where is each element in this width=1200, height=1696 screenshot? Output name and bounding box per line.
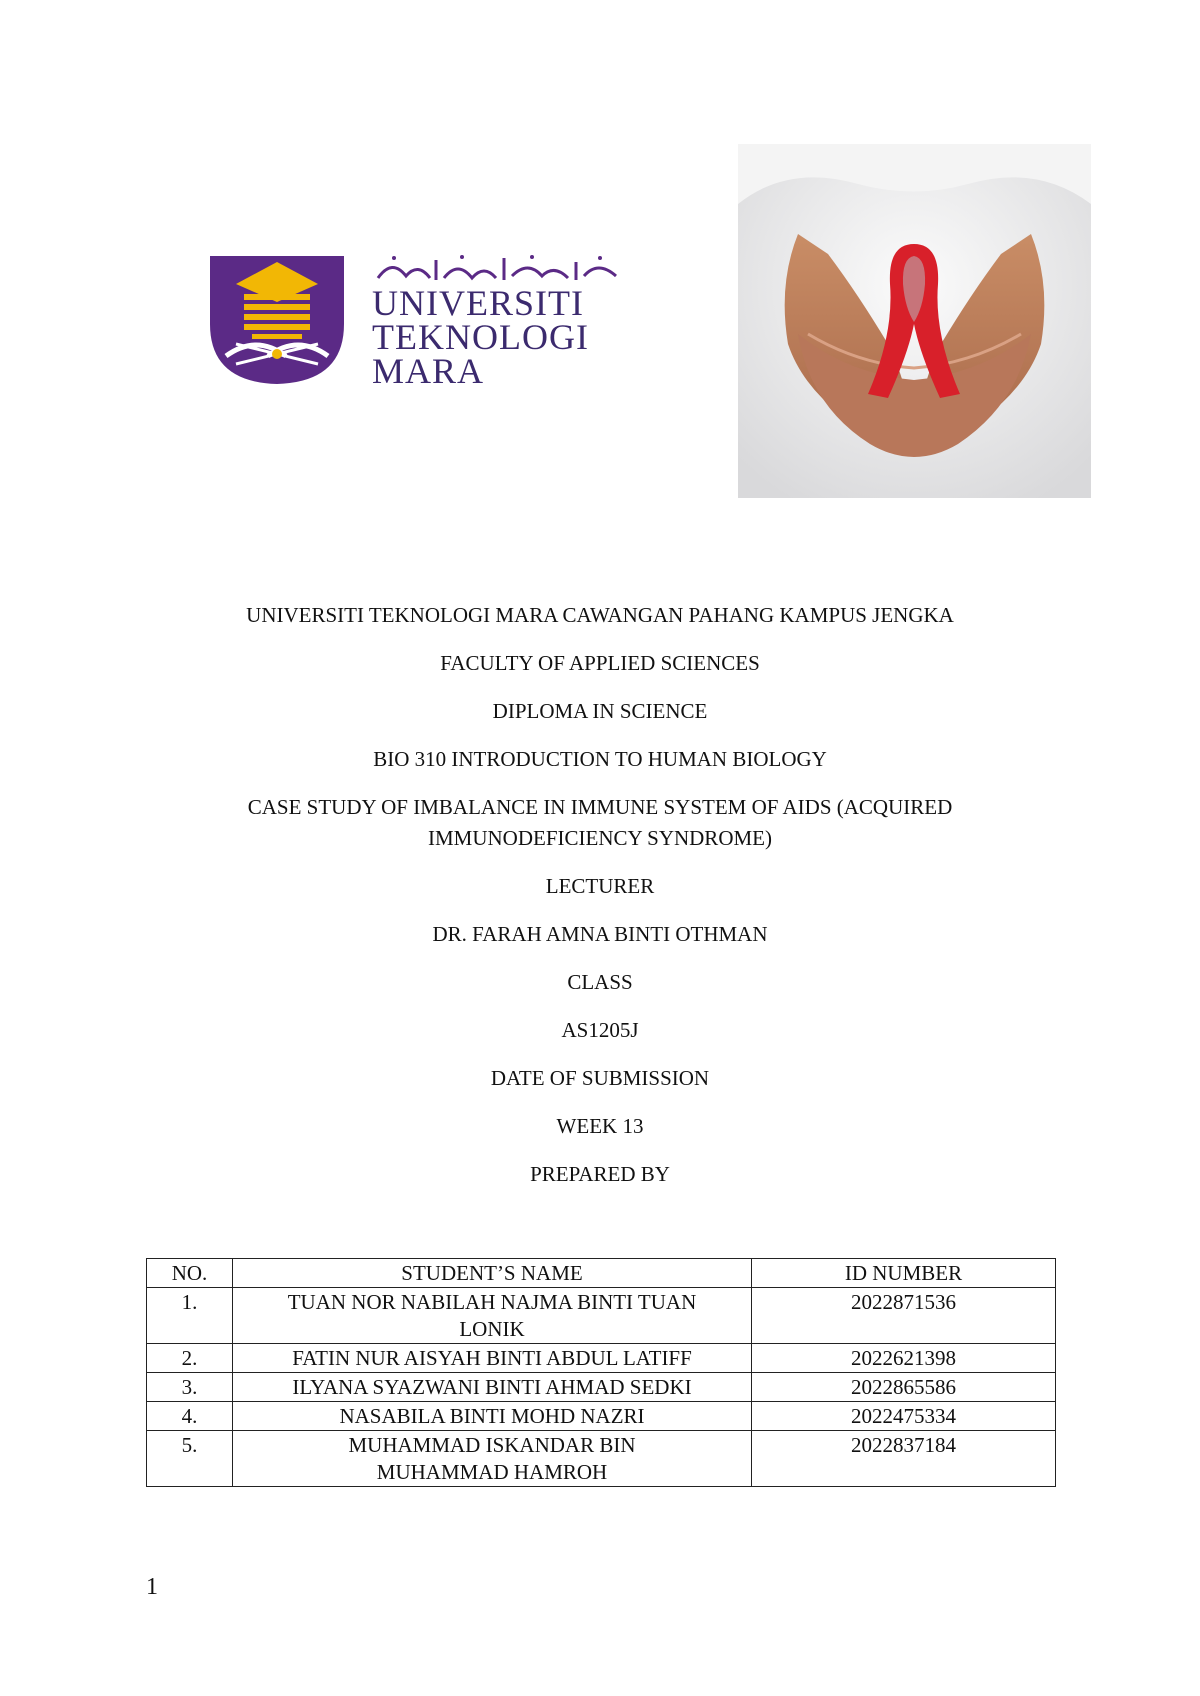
header-id-number: ID NUMBER [752,1259,1056,1288]
table-header-row [147,1259,1056,1288]
header-student-name: STUDENT’S NAME [233,1259,752,1288]
case-study-title [120,792,1080,854]
row-id-number: 2022871536 [752,1288,1056,1344]
table-row [147,1431,1056,1487]
case-study-title-line1: CASE STUDY OF IMBALANCE IN IMMUNE SYSTEM OF AIDS (ACQUIRED [247,795,953,819]
row-student-name [233,1431,752,1487]
program-name: DIPLOMA IN SCIENCE [492,699,708,723]
lecturer-label: LECTURER [545,874,655,898]
table-row [147,1402,1056,1431]
row-student-name: FATIN NUR AISYAH BINTI ABDUL LATIFF [233,1344,752,1373]
prepared-by-label: PREPARED BY [530,1162,670,1186]
logo-wordmark [372,252,632,391]
student-name-line2: MUHAMMAD HAMROH [376,1460,608,1484]
row-no: 1. [147,1288,233,1344]
student-name-line1: MUHAMMAD ISKANDAR BIN [348,1433,636,1457]
table-row [147,1373,1056,1402]
row-id-number: 2022865586 [752,1373,1056,1402]
student-name-line2: LONIK [459,1317,525,1341]
submission-date-label: DATE OF SUBMISSION [490,1066,710,1090]
row-no: 5. [147,1431,233,1487]
course-name: BIO 310 INTRODUCTION TO HUMAN BIOLOGY [373,747,827,771]
row-id-number: 2022837184 [752,1431,1056,1487]
uitm-shield-emblem [206,252,348,388]
row-no: 4. [147,1402,233,1431]
row-no: 3. [147,1373,233,1402]
submission-date-value: WEEK 13 [556,1114,644,1138]
case-study-title-line2: IMMUNODEFICIENCY SYNDROME) [428,826,772,850]
row-student-name: NASABILA BINTI MOHD NAZRI [233,1402,752,1431]
row-student-name [233,1288,752,1344]
row-student-name: ILYANA SYAZWANI BINTI AHMAD SEDKI [233,1373,752,1402]
students-table [146,1258,1056,1487]
cover-title-block [120,600,1080,1207]
class-value: AS1205J [561,1018,639,1042]
logo-word-teknologi: TEKNOLOGI [372,317,589,357]
row-id-number: 2022621398 [752,1344,1056,1373]
student-name-line1: TUAN NOR NABILAH NAJMA BINTI TUAN [287,1290,697,1314]
page-number: 1 [146,1574,158,1600]
university-logo [206,252,626,392]
jawi-script-image [372,252,622,286]
lecturer-name: DR. FARAH AMNA BINTI OTHMAN [432,922,768,946]
table-row [147,1288,1056,1344]
hands-red-ribbon-photo [738,144,1091,498]
logo-word-universiti: UNIVERSITI [372,283,584,323]
faculty-name: FACULTY OF APPLIED SCIENCES [440,651,760,675]
university-name: UNIVERSITI TEKNOLOGI MARA CAWANGAN PAHANG KAMPUS JENGKA [246,603,954,627]
class-label: CLASS [567,970,633,994]
logo-word-mara: MARA [372,351,485,391]
row-id-number: 2022475334 [752,1402,1056,1431]
row-no: 2. [147,1344,233,1373]
header-no: NO. [147,1259,233,1288]
table-row [147,1344,1056,1373]
